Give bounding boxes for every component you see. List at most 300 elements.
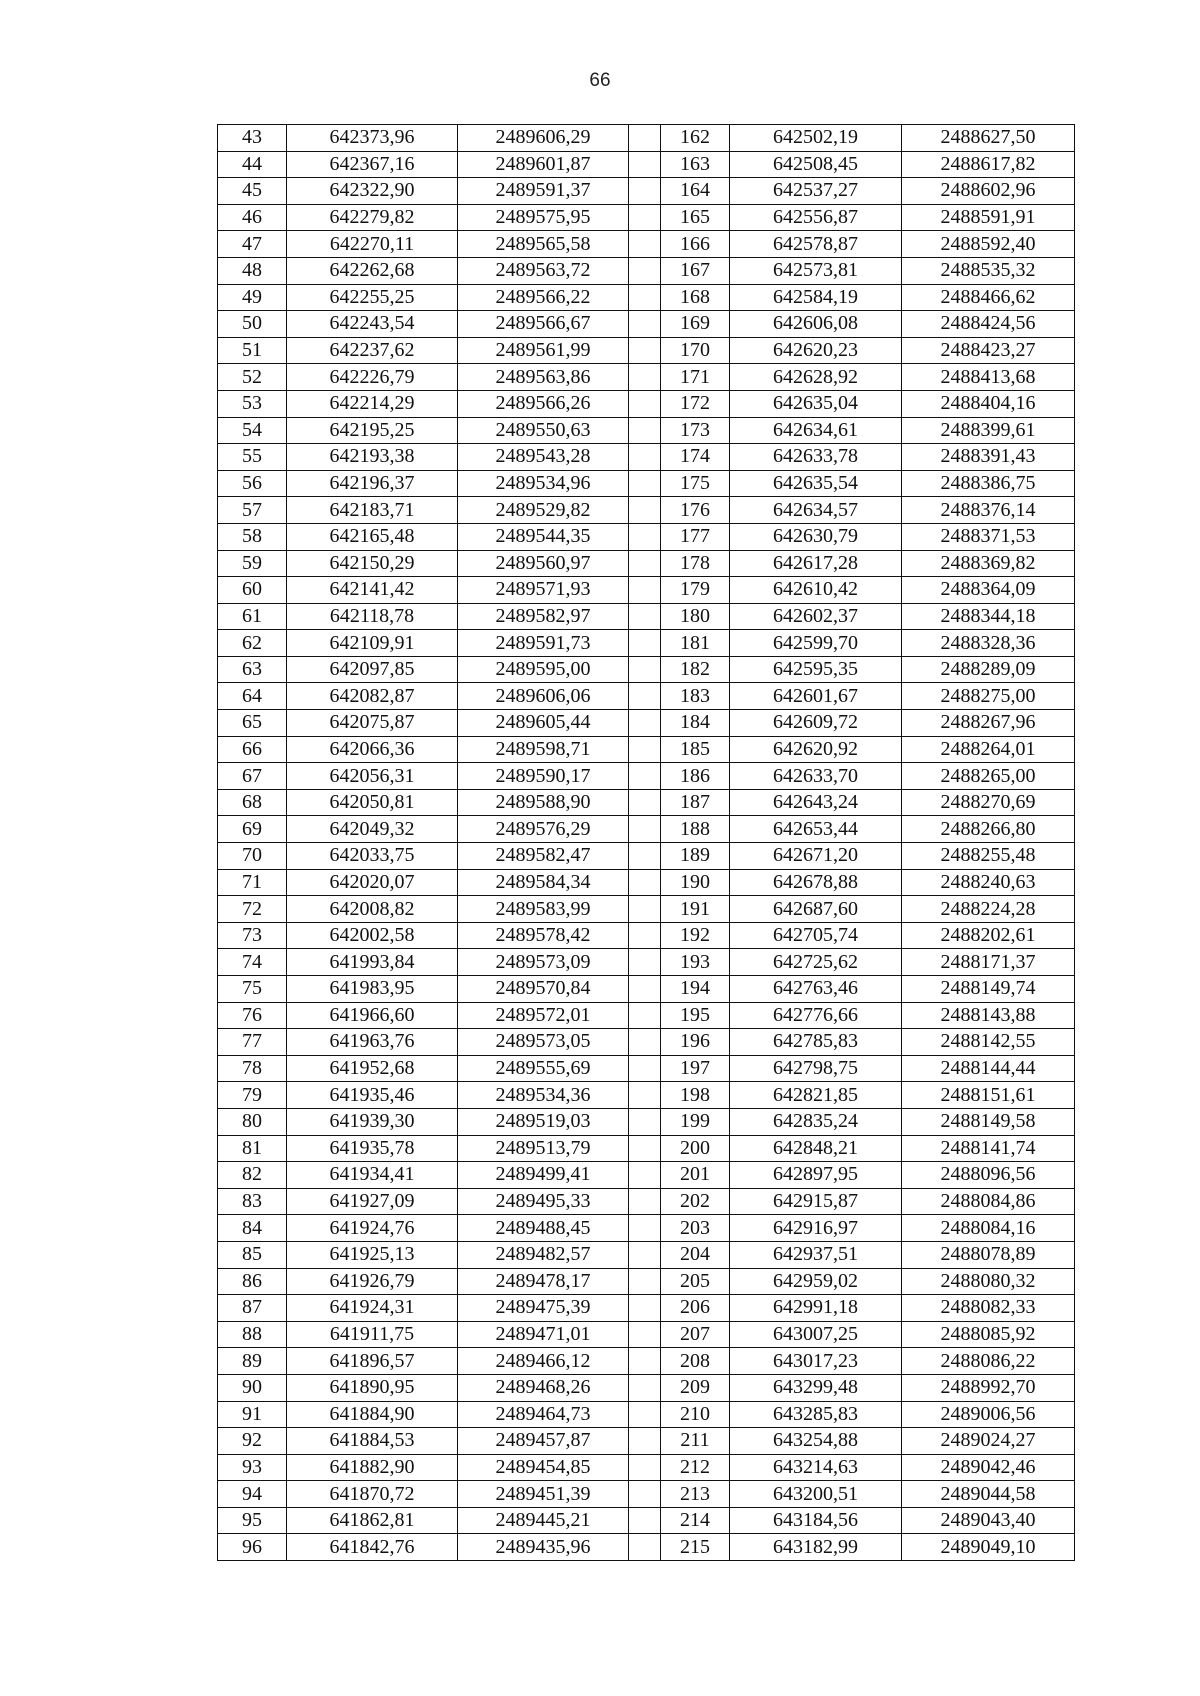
table-row <box>218 1029 1075 1056</box>
table-row <box>218 311 1075 338</box>
x-coordinate-cell: 641934,41 <box>287 1162 458 1189</box>
point-number-cell: 52 <box>218 364 287 391</box>
x-coordinate-cell: 641983,95 <box>287 976 458 1003</box>
table-row <box>218 550 1075 577</box>
y-coordinate-cell: 2488992,70 <box>902 1374 1075 1401</box>
table-row <box>218 284 1075 311</box>
spacer-cell <box>629 470 661 497</box>
x-coordinate-cell: 642279,82 <box>287 204 458 231</box>
x-coordinate-cell: 642195,25 <box>287 417 458 444</box>
y-coordinate-cell: 2488423,27 <box>902 337 1075 364</box>
x-coordinate-cell: 642643,24 <box>730 789 902 816</box>
x-coordinate-cell: 642002,58 <box>287 922 458 949</box>
spacer-cell <box>629 523 661 550</box>
point-number-cell: 169 <box>661 311 730 338</box>
x-coordinate-cell: 643200,51 <box>730 1481 902 1508</box>
point-number-cell: 53 <box>218 390 287 417</box>
y-coordinate-cell: 2489454,85 <box>458 1454 629 1481</box>
spacer-cell <box>629 284 661 311</box>
point-number-cell: 78 <box>218 1055 287 1082</box>
spacer-cell <box>629 1002 661 1029</box>
spacer-cell <box>629 1029 661 1056</box>
point-number-cell: 57 <box>218 497 287 524</box>
y-coordinate-cell: 2489578,42 <box>458 922 629 949</box>
y-coordinate-cell: 2488364,09 <box>902 577 1075 604</box>
x-coordinate-cell: 642798,75 <box>730 1055 902 1082</box>
spacer-cell <box>629 656 661 683</box>
spacer-cell <box>629 922 661 949</box>
x-coordinate-cell: 642763,46 <box>730 976 902 1003</box>
y-coordinate-cell: 2488266,80 <box>902 816 1075 843</box>
table-row <box>218 417 1075 444</box>
x-coordinate-cell: 642226,79 <box>287 364 458 391</box>
x-coordinate-cell: 643184,56 <box>730 1507 902 1534</box>
y-coordinate-cell: 2488617,82 <box>902 151 1075 178</box>
x-coordinate-cell: 641993,84 <box>287 949 458 976</box>
spacer-cell <box>629 550 661 577</box>
table-row <box>218 656 1075 683</box>
point-number-cell: 85 <box>218 1241 287 1268</box>
coordinates-table-body <box>218 125 1075 1561</box>
x-coordinate-cell: 642573,81 <box>730 257 902 284</box>
page-number: 66 <box>589 70 611 91</box>
point-number-cell: 173 <box>661 417 730 444</box>
spacer-cell <box>629 763 661 790</box>
y-coordinate-cell: 2488149,74 <box>902 976 1075 1003</box>
point-number-cell: 211 <box>661 1428 730 1455</box>
x-coordinate-cell: 643299,48 <box>730 1374 902 1401</box>
point-number-cell: 65 <box>218 710 287 737</box>
point-number-cell: 192 <box>661 922 730 949</box>
point-number-cell: 204 <box>661 1241 730 1268</box>
point-number-cell: 195 <box>661 1002 730 1029</box>
y-coordinate-cell: 2488592,40 <box>902 231 1075 258</box>
point-number-cell: 163 <box>661 151 730 178</box>
x-coordinate-cell: 642705,74 <box>730 922 902 949</box>
point-number-cell: 197 <box>661 1055 730 1082</box>
point-number-cell: 185 <box>661 736 730 763</box>
x-coordinate-cell: 642066,36 <box>287 736 458 763</box>
table-row <box>218 1188 1075 1215</box>
table-row <box>218 1534 1075 1561</box>
point-number-cell: 80 <box>218 1108 287 1135</box>
x-coordinate-cell: 642118,78 <box>287 603 458 630</box>
x-coordinate-cell: 642183,71 <box>287 497 458 524</box>
x-coordinate-cell: 642848,21 <box>730 1135 902 1162</box>
spacer-cell <box>629 896 661 923</box>
y-coordinate-cell: 2489543,28 <box>458 444 629 471</box>
y-coordinate-cell: 2488078,89 <box>902 1241 1075 1268</box>
table-row <box>218 843 1075 870</box>
point-number-cell: 59 <box>218 550 287 577</box>
point-number-cell: 64 <box>218 683 287 710</box>
x-coordinate-cell: 641935,46 <box>287 1082 458 1109</box>
point-number-cell: 75 <box>218 976 287 1003</box>
x-coordinate-cell: 642270,11 <box>287 231 458 258</box>
spacer-cell <box>629 869 661 896</box>
point-number-cell: 188 <box>661 816 730 843</box>
point-number-cell: 180 <box>661 603 730 630</box>
table-row <box>218 869 1075 896</box>
table-row <box>218 257 1075 284</box>
x-coordinate-cell: 641925,13 <box>287 1241 458 1268</box>
y-coordinate-cell: 2488171,37 <box>902 949 1075 976</box>
x-coordinate-cell: 642725,62 <box>730 949 902 976</box>
spacer-cell <box>629 683 661 710</box>
x-coordinate-cell: 643285,83 <box>730 1401 902 1428</box>
y-coordinate-cell: 2489605,44 <box>458 710 629 737</box>
point-number-cell: 206 <box>661 1295 730 1322</box>
table-row <box>218 178 1075 205</box>
y-coordinate-cell: 2488202,61 <box>902 922 1075 949</box>
x-coordinate-cell: 642610,42 <box>730 577 902 604</box>
spacer-cell <box>629 1295 661 1322</box>
table-row <box>218 1428 1075 1455</box>
spacer-cell <box>629 1135 661 1162</box>
y-coordinate-cell: 2489595,00 <box>458 656 629 683</box>
x-coordinate-cell: 641963,76 <box>287 1029 458 1056</box>
x-coordinate-cell: 642937,51 <box>730 1241 902 1268</box>
table-row <box>218 364 1075 391</box>
y-coordinate-cell: 2489550,63 <box>458 417 629 444</box>
x-coordinate-cell: 642537,27 <box>730 178 902 205</box>
table-row <box>218 204 1075 231</box>
x-coordinate-cell: 641924,76 <box>287 1215 458 1242</box>
x-coordinate-cell: 642959,02 <box>730 1268 902 1295</box>
x-coordinate-cell: 641926,79 <box>287 1268 458 1295</box>
table-row <box>218 1507 1075 1534</box>
y-coordinate-cell: 2488344,18 <box>902 603 1075 630</box>
x-coordinate-cell: 641939,30 <box>287 1108 458 1135</box>
y-coordinate-cell: 2489566,67 <box>458 311 629 338</box>
point-number-cell: 96 <box>218 1534 287 1561</box>
x-coordinate-cell: 641842,76 <box>287 1534 458 1561</box>
y-coordinate-cell: 2488413,68 <box>902 364 1075 391</box>
x-coordinate-cell: 642165,48 <box>287 523 458 550</box>
point-number-cell: 186 <box>661 763 730 790</box>
y-coordinate-cell: 2488085,92 <box>902 1321 1075 1348</box>
spacer-cell <box>629 151 661 178</box>
y-coordinate-cell: 2488086,22 <box>902 1348 1075 1375</box>
table-row <box>218 949 1075 976</box>
y-coordinate-cell: 2489044,58 <box>902 1481 1075 1508</box>
y-coordinate-cell: 2489534,36 <box>458 1082 629 1109</box>
point-number-cell: 79 <box>218 1082 287 1109</box>
y-coordinate-cell: 2488376,14 <box>902 497 1075 524</box>
y-coordinate-cell: 2489478,17 <box>458 1268 629 1295</box>
spacer-cell <box>629 125 661 152</box>
y-coordinate-cell: 2489575,95 <box>458 204 629 231</box>
table-row <box>218 1401 1075 1428</box>
x-coordinate-cell: 642584,19 <box>730 284 902 311</box>
point-number-cell: 203 <box>661 1215 730 1242</box>
y-coordinate-cell: 2488328,36 <box>902 630 1075 657</box>
table-row <box>218 1268 1075 1295</box>
point-number-cell: 209 <box>661 1374 730 1401</box>
spacer-cell <box>629 311 661 338</box>
x-coordinate-cell: 642653,44 <box>730 816 902 843</box>
y-coordinate-cell: 2489468,26 <box>458 1374 629 1401</box>
y-coordinate-cell: 2489499,41 <box>458 1162 629 1189</box>
table-row <box>218 497 1075 524</box>
spacer-cell <box>629 1268 661 1295</box>
x-coordinate-cell: 642075,87 <box>287 710 458 737</box>
table-row <box>218 922 1075 949</box>
x-coordinate-cell: 641966,60 <box>287 1002 458 1029</box>
table-row <box>218 1135 1075 1162</box>
point-number-cell: 205 <box>661 1268 730 1295</box>
point-number-cell: 181 <box>661 630 730 657</box>
x-coordinate-cell: 642687,60 <box>730 896 902 923</box>
y-coordinate-cell: 2488141,74 <box>902 1135 1075 1162</box>
y-coordinate-cell: 2489591,37 <box>458 178 629 205</box>
spacer-cell <box>629 949 661 976</box>
spacer-cell <box>629 577 661 604</box>
point-number-cell: 70 <box>218 843 287 870</box>
point-number-cell: 198 <box>661 1082 730 1109</box>
y-coordinate-cell: 2488424,56 <box>902 311 1075 338</box>
point-number-cell: 95 <box>218 1507 287 1534</box>
spacer-cell <box>629 1082 661 1109</box>
y-coordinate-cell: 2489544,35 <box>458 523 629 550</box>
x-coordinate-cell: 642237,62 <box>287 337 458 364</box>
spacer-cell <box>629 816 661 843</box>
x-coordinate-cell: 643254,88 <box>730 1428 902 1455</box>
y-coordinate-cell: 2489571,93 <box>458 577 629 604</box>
y-coordinate-cell: 2489588,90 <box>458 789 629 816</box>
point-number-cell: 194 <box>661 976 730 1003</box>
point-number-cell: 86 <box>218 1268 287 1295</box>
point-number-cell: 187 <box>661 789 730 816</box>
point-number-cell: 212 <box>661 1454 730 1481</box>
point-number-cell: 81 <box>218 1135 287 1162</box>
y-coordinate-cell: 2489471,01 <box>458 1321 629 1348</box>
y-coordinate-cell: 2488267,96 <box>902 710 1075 737</box>
point-number-cell: 46 <box>218 204 287 231</box>
spacer-cell <box>629 1481 661 1508</box>
x-coordinate-cell: 642620,92 <box>730 736 902 763</box>
spacer-cell <box>629 1108 661 1135</box>
x-coordinate-cell: 642671,20 <box>730 843 902 870</box>
point-number-cell: 90 <box>218 1374 287 1401</box>
x-coordinate-cell: 642193,38 <box>287 444 458 471</box>
spacer-cell <box>629 497 661 524</box>
point-number-cell: 87 <box>218 1295 287 1322</box>
x-coordinate-cell: 642109,91 <box>287 630 458 657</box>
y-coordinate-cell: 2488602,96 <box>902 178 1075 205</box>
x-coordinate-cell: 641882,90 <box>287 1454 458 1481</box>
spacer-cell <box>629 843 661 870</box>
table-row <box>218 337 1075 364</box>
point-number-cell: 73 <box>218 922 287 949</box>
x-coordinate-cell: 642991,18 <box>730 1295 902 1322</box>
table-row <box>218 125 1075 152</box>
x-coordinate-cell: 642262,68 <box>287 257 458 284</box>
point-number-cell: 162 <box>661 125 730 152</box>
y-coordinate-cell: 2488149,58 <box>902 1108 1075 1135</box>
y-coordinate-cell: 2488084,86 <box>902 1188 1075 1215</box>
spacer-cell <box>629 710 661 737</box>
y-coordinate-cell: 2489488,45 <box>458 1215 629 1242</box>
x-coordinate-cell: 642617,28 <box>730 550 902 577</box>
spacer-cell <box>629 178 661 205</box>
x-coordinate-cell: 641935,78 <box>287 1135 458 1162</box>
table-row <box>218 1002 1075 1029</box>
point-number-cell: 191 <box>661 896 730 923</box>
x-coordinate-cell: 643214,63 <box>730 1454 902 1481</box>
spacer-cell <box>629 630 661 657</box>
spacer-cell <box>629 1188 661 1215</box>
x-coordinate-cell: 641870,72 <box>287 1481 458 1508</box>
point-number-cell: 91 <box>218 1401 287 1428</box>
y-coordinate-cell: 2488466,62 <box>902 284 1075 311</box>
x-coordinate-cell: 642635,04 <box>730 390 902 417</box>
x-coordinate-cell: 642595,35 <box>730 656 902 683</box>
point-number-cell: 193 <box>661 949 730 976</box>
x-coordinate-cell: 641884,53 <box>287 1428 458 1455</box>
point-number-cell: 82 <box>218 1162 287 1189</box>
point-number-cell: 77 <box>218 1029 287 1056</box>
y-coordinate-cell: 2489519,03 <box>458 1108 629 1135</box>
y-coordinate-cell: 2489006,56 <box>902 1401 1075 1428</box>
y-coordinate-cell: 2488627,50 <box>902 125 1075 152</box>
spacer-cell <box>629 1162 661 1189</box>
point-number-cell: 71 <box>218 869 287 896</box>
point-number-cell: 84 <box>218 1215 287 1242</box>
x-coordinate-cell: 641952,68 <box>287 1055 458 1082</box>
x-coordinate-cell: 641862,81 <box>287 1507 458 1534</box>
y-coordinate-cell: 2488224,28 <box>902 896 1075 923</box>
table-row <box>218 390 1075 417</box>
point-number-cell: 174 <box>661 444 730 471</box>
x-coordinate-cell: 642322,90 <box>287 178 458 205</box>
y-coordinate-cell: 2489534,96 <box>458 470 629 497</box>
point-number-cell: 74 <box>218 949 287 976</box>
spacer-cell <box>629 1348 661 1375</box>
y-coordinate-cell: 2489583,99 <box>458 896 629 923</box>
table-row <box>218 763 1075 790</box>
table-row <box>218 1162 1075 1189</box>
x-coordinate-cell: 642835,24 <box>730 1108 902 1135</box>
y-coordinate-cell: 2488255,48 <box>902 843 1075 870</box>
y-coordinate-cell: 2489582,97 <box>458 603 629 630</box>
x-coordinate-cell: 642033,75 <box>287 843 458 870</box>
y-coordinate-cell: 2488399,61 <box>902 417 1075 444</box>
table-row <box>218 630 1075 657</box>
y-coordinate-cell: 2489445,21 <box>458 1507 629 1534</box>
point-number-cell: 183 <box>661 683 730 710</box>
point-number-cell: 166 <box>661 231 730 258</box>
point-number-cell: 177 <box>661 523 730 550</box>
point-number-cell: 69 <box>218 816 287 843</box>
y-coordinate-cell: 2488391,43 <box>902 444 1075 471</box>
point-number-cell: 210 <box>661 1401 730 1428</box>
y-coordinate-cell: 2488289,09 <box>902 656 1075 683</box>
point-number-cell: 164 <box>661 178 730 205</box>
x-coordinate-cell: 642606,08 <box>730 311 902 338</box>
point-number-cell: 54 <box>218 417 287 444</box>
table-row <box>218 1374 1075 1401</box>
x-coordinate-cell: 642634,57 <box>730 497 902 524</box>
x-coordinate-cell: 642634,61 <box>730 417 902 444</box>
y-coordinate-cell: 2489573,05 <box>458 1029 629 1056</box>
table-row <box>218 1108 1075 1135</box>
x-coordinate-cell: 641927,09 <box>287 1188 458 1215</box>
y-coordinate-cell: 2489466,12 <box>458 1348 629 1375</box>
y-coordinate-cell: 2488371,53 <box>902 523 1075 550</box>
point-number-cell: 63 <box>218 656 287 683</box>
point-number-cell: 189 <box>661 843 730 870</box>
table-row <box>218 231 1075 258</box>
table-row <box>218 1215 1075 1242</box>
y-coordinate-cell: 2488591,91 <box>902 204 1075 231</box>
x-coordinate-cell: 642367,16 <box>287 151 458 178</box>
point-number-cell: 45 <box>218 178 287 205</box>
spacer-cell <box>629 1374 661 1401</box>
spacer-cell <box>629 204 661 231</box>
y-coordinate-cell: 2489566,26 <box>458 390 629 417</box>
x-coordinate-cell: 641890,95 <box>287 1374 458 1401</box>
spacer-cell <box>629 1534 661 1561</box>
point-number-cell: 48 <box>218 257 287 284</box>
y-coordinate-cell: 2489584,34 <box>458 869 629 896</box>
spacer-cell <box>629 789 661 816</box>
table-row <box>218 444 1075 471</box>
x-coordinate-cell: 642785,83 <box>730 1029 902 1056</box>
table-row <box>218 151 1075 178</box>
x-coordinate-cell: 642821,85 <box>730 1082 902 1109</box>
y-coordinate-cell: 2489042,46 <box>902 1454 1075 1481</box>
point-number-cell: 202 <box>661 1188 730 1215</box>
x-coordinate-cell: 643007,25 <box>730 1321 902 1348</box>
x-coordinate-cell: 642502,19 <box>730 125 902 152</box>
y-coordinate-cell: 2489606,29 <box>458 125 629 152</box>
point-number-cell: 176 <box>661 497 730 524</box>
point-number-cell: 62 <box>218 630 287 657</box>
x-coordinate-cell: 642020,07 <box>287 869 458 896</box>
y-coordinate-cell: 2489563,86 <box>458 364 629 391</box>
x-coordinate-cell: 642255,25 <box>287 284 458 311</box>
table-row <box>218 603 1075 630</box>
table-row <box>218 789 1075 816</box>
x-coordinate-cell: 643182,99 <box>730 1534 902 1561</box>
spacer-cell <box>629 976 661 1003</box>
table-row <box>218 976 1075 1003</box>
x-coordinate-cell: 642601,67 <box>730 683 902 710</box>
spacer-cell <box>629 257 661 284</box>
table-row <box>218 1321 1075 1348</box>
x-coordinate-cell: 642196,37 <box>287 470 458 497</box>
table-row <box>218 736 1075 763</box>
point-number-cell: 68 <box>218 789 287 816</box>
x-coordinate-cell: 641924,31 <box>287 1295 458 1322</box>
y-coordinate-cell: 2489049,10 <box>902 1534 1075 1561</box>
point-number-cell: 47 <box>218 231 287 258</box>
y-coordinate-cell: 2489573,09 <box>458 949 629 976</box>
point-number-cell: 58 <box>218 523 287 550</box>
point-number-cell: 89 <box>218 1348 287 1375</box>
y-coordinate-cell: 2488240,63 <box>902 869 1075 896</box>
table-row <box>218 710 1075 737</box>
y-coordinate-cell: 2489566,22 <box>458 284 629 311</box>
point-number-cell: 44 <box>218 151 287 178</box>
y-coordinate-cell: 2489601,87 <box>458 151 629 178</box>
x-coordinate-cell: 642628,92 <box>730 364 902 391</box>
table-row <box>218 577 1075 604</box>
x-coordinate-cell: 642897,95 <box>730 1162 902 1189</box>
point-number-cell: 172 <box>661 390 730 417</box>
spacer-cell <box>629 1241 661 1268</box>
